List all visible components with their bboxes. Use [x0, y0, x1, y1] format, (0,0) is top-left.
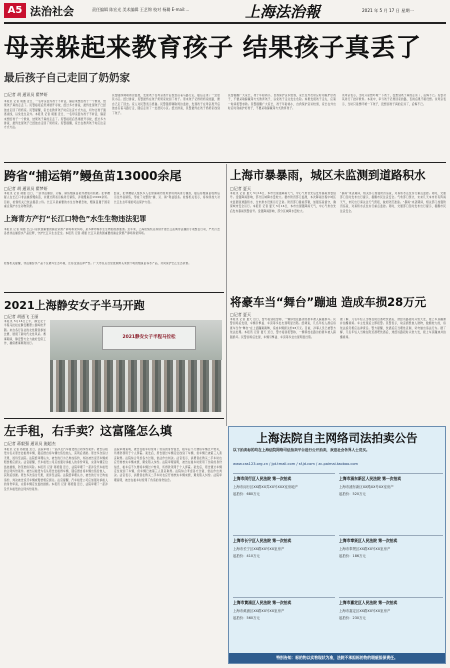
flood-byline: □记者 夏天 — [230, 186, 252, 191]
lot-start-price: 起拍价：186万元 — [339, 554, 366, 558]
car-story-col1: 本报讯 记者 蒋毅强 近日，法院审理了一起涉及汽车租赁的合同纠纷案件。被告以租赁为名从原告处租得车辆，随后擅自将车辆出售给他人，获利后逃匿。原告多次追讨无果，遂诉至法院。法院经审理认为，被告的行为已构成违约，判决被告返还车辆或赔偿相应损失。法官提醒，汽车租赁公司应加强对承租人的身份审查，完善车辆定位监控措施，防范类似风险。本报讯 记者 蒋毅强 近日，法院审理了一起涉及汽车租赁的合同纠纷案件。被告以租赁为名从原告处租得车辆，随后擅自将车辆出售给他人，获利后逃匿。原告多次追讨无果，遂诉至法院。法院经审理认为，被告的行为已构成违约，判决被告返还车辆或赔偿相应损失。法官提醒，汽车租赁公司应加强对承租人的身份审查，完善车辆定位监控措施。本报讯 记者 蒋毅强 近日，法院审理了一起涉及汽车租赁的合同纠纷案件。 — [4, 448, 108, 491]
headline-story-col1: 本报讯 记者 胡通 近日，一名母亲因为孩子不听话，躲起来想给孩子一个教训，结果孩子真的走丢了。民警接报后迅速展开寻找，经过多方排查，最终发现孩子已经独自走回了奶奶家。民警提醒，家长在教育孩子时应注意方式方法，切勿让孩子脱离视线，以免发生意外。本报讯 记者 胡通 近日，一名母亲因为孩子不听话，躲起来想给孩子一个教训，结果孩子真的走丢了。民警接报后迅速展开寻找，经过多方排查，最终发现孩子已经独自走回了奶奶家。民警提醒，家长在教育孩子时应注意方式方法。 — [4, 100, 106, 130]
marathon-photo — [50, 320, 222, 412]
car-byline: □记者 蒋毅强 通讯员 施超杰 — [4, 441, 56, 446]
lot-court: 上海市长宁区人民法院 第一次拍卖 — [233, 538, 292, 543]
issue-date: 2021 年 5 月 17 日 星期一 — [362, 8, 414, 13]
eel-byline: □记者 胡 通讯员 翟梦妍 — [4, 186, 48, 191]
auction-lot — [233, 473, 335, 534]
section-name: 法治社会 — [30, 5, 74, 18]
masthead-rule — [4, 22, 446, 24]
headline-story-col2: 民警随即调取周边监控，发现孩子在母亲离开后独自沿着马路行走，随后走进了一处居民小区。经过排查，民警最终在孩子奶奶家找到了孩子。原来孩子记得奶奶家的路，便自己走了回去。家人对民警表示感谢。民警随即调取周边监控，发现孩子在母亲离开后独自沿着马路行走，随后走进了一处居民小区。经过排查，民警最终在孩子奶奶家找到了孩子。 — [112, 94, 220, 115]
lot-item: 上海市浦东新区XX路XX号XX室房产 — [339, 485, 394, 489]
stage-headline: 将豪车当“舞台”蹦迪 造成车损28万元 — [230, 295, 427, 309]
auction-sites[interactable]: www.cas123.org.cn / jpt.tmall.com / sf.jd.com / zc-paimai.taobao.com — [233, 462, 359, 466]
headline-byline: □记者 胡 通讯员 翟梦妍 — [4, 92, 48, 97]
auction-footer: 特别告知：标的物以实物现状为准，法院不承担标的物的瑕疵担保责任。 — [229, 653, 445, 663]
auction-notice — [228, 426, 446, 664]
lot-court: 上海市嘉定区人民法院 第一次拍卖 — [339, 600, 398, 605]
headline-story-col4: 该母亲表示，当时只是想吓唬一下孩子，没想到孩子真的走远了，后悔不已。民警对其进行了批评教育。本案中，幸亏孩子记得回家的路，否则后果不堪设想。该母亲表示，当时只是想吓唬一下孩子，没想到孩子真的走远了，后悔不已。 — [342, 94, 446, 106]
eel-story-col3: 本报讯 记者 胡通 长江口是我国重要的渔业资源产卵场和索饵场，是多种珍稀水生生物的洄游通道。近年来，上海检察机关持续开展长江流域非法捕捞专项整治行动，严厉打击各类非法捕捞水产品犯罪，守护长江口生态安全。本报讯 记者 胡通 长江口是我国重要的渔业资源产卵场和索饵场。 — [4, 228, 220, 236]
flood-headline: 上海市暴暴雨，城区未监测到道路积水 — [230, 168, 426, 182]
auction-lot — [233, 597, 335, 650]
flood-story-col2: “暴雨”来袭期间，相关部门加强防汛巡查，对易积水点位实行重点监控。同时，交通部门及时发布出行提示，提醒市民注意安全。气象部门预计，未来几天本市仍有阵雨天气，市民出行请关注天气预报，做好防范准备。“暴雨”来袭期间，相关部门加强防汛巡查，对易积水点位实行重点监控。同时，交通部门及时发布出行提示，提醒市民注意安全。 — [340, 192, 446, 213]
car-divider — [4, 418, 224, 419]
lot-court: 上海市黄浦区人民法院 第一次拍卖 — [233, 600, 292, 605]
editor-line: 责任编辑 陈宏光 美术编辑 王艺锦 校对 杨璐 E-mail:... — [92, 7, 190, 12]
marathon-headline: 2021上海静安女子半马开跑 — [4, 299, 145, 312]
eel-story-col4: 检察机关提醒，非法捕捞水产品不仅破坏生态环境，还将受到法律严惩。广大市民应自觉抵制购买来源不明的鳗鱼苗等水产品，共同保护长江生态资源。 — [4, 262, 192, 265]
masthead — [0, 0, 450, 22]
lot-start-price: 起拍价：410万元 — [233, 554, 260, 558]
eel-story-col1: 本报讯 记者 胡通 近日，一起非法捕捞、运输、销售鳗鱼苗案件被成功侦破。犯罪嫌疑人在长江口非法捕捞鳗鱼苗，并通过跨省运输进行销售，涉案鳗鱼苗13000余尾。目前，检察机关已依法提起公诉。长江口是重要的水生生物栖息地，鳗鱼苗属于国家重点保护水生动物资源。 — [4, 192, 110, 209]
lot-item: 上海市奉贤区XX路XX号XX室房产 — [339, 547, 391, 551]
car-story-col2: 法院审理查明，被告在租车时使用了伪造的身份信息，租车后不久便将车辆过户转卖，所得款项用于个人挥霍。案发后，原告通过车辆定位找到了车辆，但车辆已被第三人善意取得。法院综合考虑各方过错，依法作出判决。法官表示，消费者在购买二手车时也应仔细核实车辆来源，避免陷入纠纷。法院审理查明，被告在租车时使用了伪造的身份信息，租车后不久便将车辆过户转卖，所得款项用于个人挥霍。案发后，原告通过车辆定位找到了车辆，但车辆已被第三人善意取得。法院综合考虑各方过错，依法作出判决。法官表示，消费者在购买二手车时也应仔细核实车辆来源，避免陷入纠纷。法院审理查明，被告在租车时使用了伪造的身份信息。 — [114, 448, 222, 482]
stage-story-col2: 据了解，几名年轻人当晚在附近酒吧饮酒后，途经该路段时兴致大发，爬上车顶蹦迪并拍摄视频。车主发现后立即报警。民警表示，故意损毁他人财物，数额较大的，将依法追究相应法律责任。警方提醒，饮酒后应当理性克制，切勿做出违法行为。据了解，几名年轻人当晚在附近酒吧饮酒后，途经该路段时兴致大发，爬上车顶蹦迪并拍摄视频。 — [340, 318, 446, 339]
marathon-divider — [4, 292, 224, 293]
stage-story-col1: 本报讯 记者 夏天 近日，警方接到报警称，一辆停放在路边的豪车被人踩踏损坏。民警到场后发现，车辆引擎盖、车顶等多处出现明显凹陷。经调查，几名年轻人酒后将豪车当作“舞台”在上面蹦跳跳舞，造成车辆损失约28万元。目前，涉事人员已被警方依法处理。本报讯 记者 夏天 近日，警方接到报警称，一辆停放在路边的豪车被人踩踏损坏。民警到场后发现，车辆引擎盖、车顶等多处出现明显凹陷。 — [230, 318, 336, 339]
sub-headline: 最后孩子自己走回了奶奶家 — [4, 72, 130, 84]
flood-story-col1: 本报讯 记者 夏天 5月16日，本市出现强降雨天气，中心气象台先后发布暴雨预警信号。受强降雨影响，部分区域降水量较大。据市防汛部门监测，本次降雨过程中城区未监测到道路积水，全市排水设施运行正常。防汛部门提前部署，加强巡查值守，确保城市安全运行。本报讯 记者 夏天 5月16日，本市出现强降雨天气，中心气象台先后发布暴雨预警信号。受强降雨影响，部分区域降水量较大。 — [230, 192, 336, 213]
lot-item: 上海市嘉定区XX路XX号XX室房产 — [339, 609, 391, 613]
marathon-byline: □记者 胡通飞 王丽 — [4, 314, 39, 319]
auction-lot — [339, 473, 443, 534]
lot-item: 上海市黄浦区XX路XX号XX室房产 — [233, 609, 285, 613]
auction-lot — [339, 597, 443, 650]
page-number: A5 — [4, 3, 26, 18]
eel-headline: 跨省“捕运销”鳗鱼苗13000余尾 — [4, 169, 182, 183]
section-divider — [4, 162, 446, 163]
lot-item: 上海市闵行区XX路XX弄XX号XXX室房地产 — [233, 485, 298, 489]
lot-start-price: 起拍价：560万元 — [233, 616, 260, 620]
auction-title: 上海法院自主网络司法拍卖公告 — [256, 431, 418, 445]
lot-court: 上海市浦东新区人民法院 第一次拍卖 — [339, 476, 402, 481]
main-headline: 母亲躲起来教育孩子 结果孩子真丢了 — [4, 33, 422, 62]
stage-byline: □记者 夏天 — [230, 312, 252, 317]
auction-intro: 以下拍卖标的均在上海法院网络司法拍卖平台进行公开拍卖，欢迎社会各界人士竞买。 — [233, 448, 370, 452]
eel-story-col2: 经查，犯罪嫌疑人组织多人在禁渔期内使用禁用网具进行捕捞，随后将鳗鱼苗收购后运往外省销售，形成了完整的“捕、运、销”利益链条。检察机关表示，将持续加大对长江生态环境的司法保护力度。 — [114, 192, 220, 204]
lot-start-price: 起拍价：680万元 — [233, 492, 260, 496]
lot-court: 上海市闵行区人民法院 第一次拍卖 — [233, 476, 292, 481]
marathon-arch-banner: 2021静安女子半程马拉松 — [122, 335, 176, 340]
column-divider — [226, 164, 227, 426]
newspaper-logo: 上海法治報 — [245, 3, 321, 21]
auction-lot — [233, 535, 335, 596]
lot-start-price: 起拍价：230万元 — [339, 616, 366, 620]
lot-item: 上海市长宁区XX路XX号XX室房产 — [233, 547, 285, 551]
eel-subheadline: 上海青方产打“长江口特色”水生生物违法犯罪 — [4, 214, 224, 224]
car-headline: 左手租，右手卖？这富隆怎么填 — [4, 424, 173, 438]
lot-court: 上海市奉贤区人民法院 第一次拍卖 — [339, 538, 398, 543]
lot-start-price: 起拍价：520万元 — [339, 492, 366, 496]
auction-lot — [339, 535, 443, 596]
headline-story-col3: 民警提醒广大家长，孩子年龄尚小，自我保护意识较弱，家长在外出时应时刻看护好孩子，不要采取躲藏等方式教育孩子，以免孩子走失发生危险。如果发现孩子走失，应第一时间报警求助。民警提醒广大家长，孩子年龄尚小，自我保护意识较弱，家长在外出时应时刻看护好孩子，不要采取躲藏等方式教育孩子。 — [228, 94, 336, 111]
marathon-story: 本报讯 5月16日上午，静安女子半程马拉松在静安雕塑公园鸣枪开跑。来自各行各业的女性跑者参加比赛，展现了新时代女性风采。赛事期间，静安警方全力做好安保工作，确保赛事顺利进行。 — [4, 320, 46, 346]
runners-crowd — [50, 360, 222, 412]
